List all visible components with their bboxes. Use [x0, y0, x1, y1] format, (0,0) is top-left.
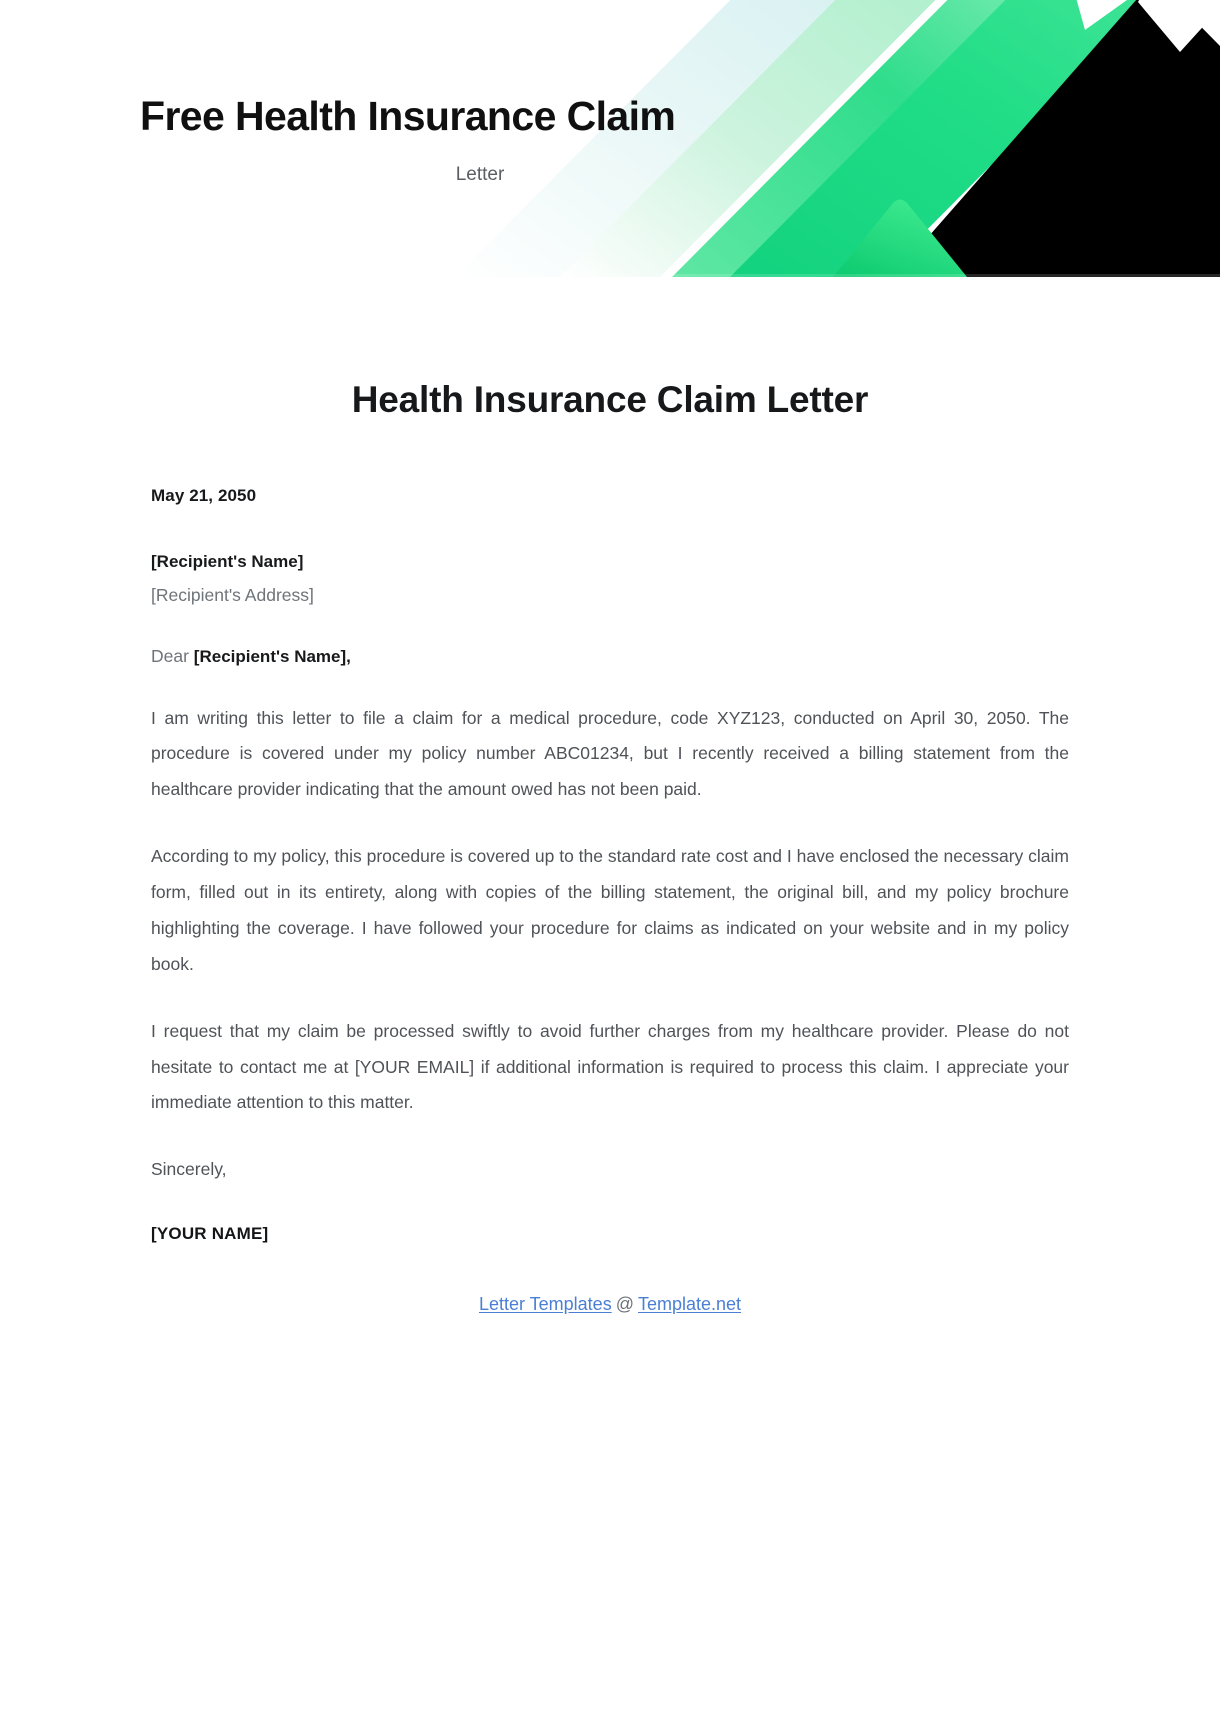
salutation-prefix: Dear: [151, 646, 194, 667]
at-separator: @: [615, 1293, 634, 1314]
footer-attribution: [151, 1287, 1069, 1322]
banner-subtitle: Letter: [455, 164, 505, 185]
salutation: [151, 639, 1069, 673]
document-body: [0, 277, 1220, 1322]
header-banner: [0, 0, 1220, 277]
recipient-address: [Recipient's Address]: [151, 585, 314, 606]
body-paragraph-3: I request that my claim be processed swiftly to avoid further charges from my healthcare provider. Please do not hesitate to contact me at [YOUR EMAIL] if additional information is required to process this claim. I appreciate your immediate attention to this matter.: [151, 1020, 1069, 1113]
signature-name: [YOUR NAME]: [151, 1224, 269, 1244]
salutation-name: [Recipient's Name],: [193, 647, 351, 667]
recipient-name: [Recipient's Name]: [151, 552, 304, 572]
banner-title: Free Health Insurance Claim: [140, 93, 676, 139]
letter-date: May 21, 2050: [151, 486, 257, 505]
letter-templates-link[interactable]: Letter Templates: [478, 1293, 612, 1314]
spacer: [151, 612, 1069, 639]
body-paragraph-2: According to my policy, this procedure is covered up to the standard rate cost and I have enclosed the necessary claim form, filled out in its entirety, along with copies of the billing statement, the original bill, and my policy brochure highlighting the coverage. I have followed your procedure for claims as indicated on your website and in my policy book.: [151, 846, 1069, 974]
letter-content: [151, 421, 1069, 1322]
template-net-link[interactable]: Template.net: [637, 1293, 742, 1314]
spacer: [151, 674, 1069, 701]
page-title: Health Insurance Claim Letter: [351, 379, 869, 420]
body-paragraph-1: I am writing this letter to file a claim for a medical procedure, code XYZ123, conducted on April 30, 2050. The procedure is covered under my policy number ABC01234, but I recently received a billing statement from the healthcare provider indicating that the amount owed has not been paid.: [151, 707, 1069, 800]
banner-graphic: [0, 0, 1220, 277]
closing-line: Sincerely,: [151, 1159, 227, 1180]
spacer: [151, 512, 1069, 545]
